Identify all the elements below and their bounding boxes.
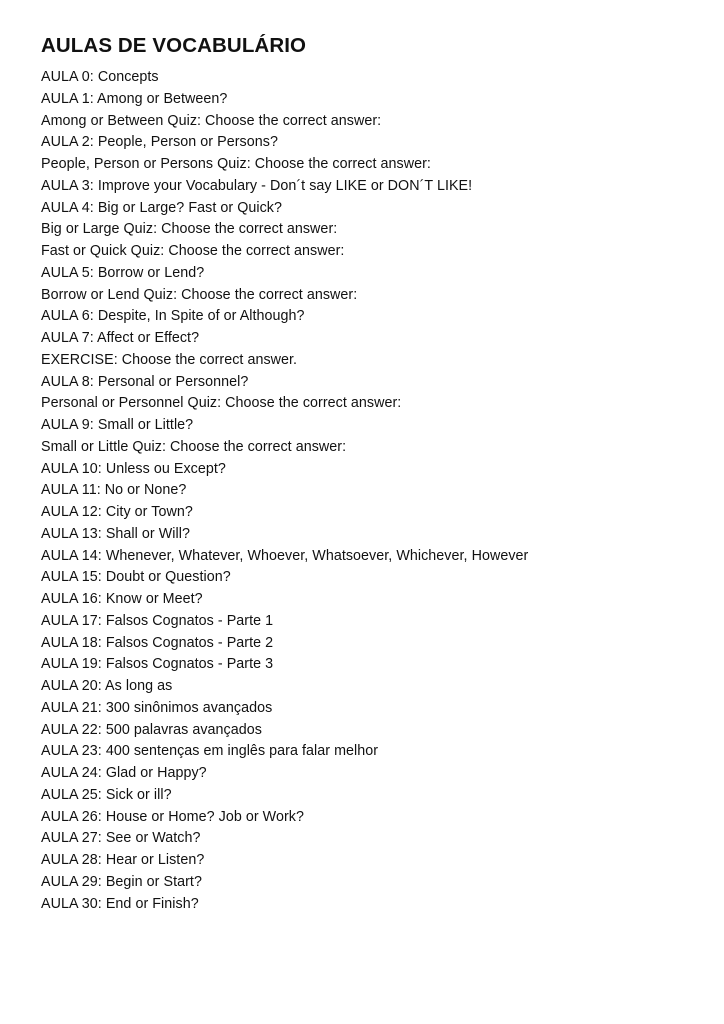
lesson-item: AULA 3: Improve your Vocabulary - Don´t say LIKE or DON´T LIKE!: [41, 177, 473, 194]
lesson-item: AULA 16: Know or Meet?: [41, 591, 203, 607]
lesson-item: AULA 22: 500 palavras avançados: [41, 721, 262, 738]
lesson-item: AULA 21: 300 sinônimos avançados: [41, 699, 273, 716]
lesson-item: AULA 6: Despite, In Spite of or Although?: [41, 308, 305, 325]
lesson-item: AULA 27: See or Watch?: [41, 830, 201, 847]
document-page: [41, 34, 704, 915]
lesson-item: EXERCISE: Choose the correct answer.: [41, 351, 298, 368]
lesson-item: AULA 2: People, Person or Persons?: [41, 134, 278, 151]
lesson-item: AULA 15: Doubt or Question?: [41, 569, 231, 586]
lesson-item: Small or Little Quiz: Choose the correct answer:: [41, 438, 347, 455]
lesson-item: AULA 13: Shall or Will?: [41, 525, 190, 542]
lesson-item: AULA 11: No or None?: [41, 482, 187, 499]
lesson-item: AULA 0: Concepts: [41, 69, 159, 85]
lesson-item: AULA 14: Whenever, Whatever, Whoever, Whatsoever, Whichever, However: [41, 547, 529, 564]
lesson-item: AULA 20: As long as: [41, 678, 173, 694]
lesson-item: AULA 18: Falsos Cognatos - Parte 2: [41, 634, 274, 651]
lesson-item: AULA 19: Falsos Cognatos - Parte 3: [41, 656, 274, 673]
lesson-item: AULA 30: End or Finish?: [41, 895, 199, 912]
lesson-list: [41, 67, 704, 915]
lesson-item: Fast or Quick Quiz: Choose the correct answer:: [41, 243, 345, 259]
lesson-item: AULA 17: Falsos Cognatos - Parte 1: [41, 612, 274, 629]
lesson-item: AULA 24: Glad or Happy?: [41, 765, 207, 781]
lesson-item: AULA 8: Personal or Personnel?: [41, 373, 249, 390]
lesson-item: Among or Between Quiz: Choose the correct answer:: [41, 112, 382, 129]
lesson-item: AULA 25: Sick or ill?: [41, 786, 172, 803]
lesson-item: AULA 5: Borrow or Lend?: [41, 264, 205, 281]
lesson-item: AULA 26: House or Home? Job or Work?: [41, 808, 304, 825]
lesson-item: AULA 7: Affect or Effect?: [41, 330, 200, 346]
lesson-item: AULA 23: 400 sentenças em inglês para falar melhor: [41, 743, 379, 760]
lesson-item: Borrow or Lend Quiz: Choose the correct answer:: [41, 286, 358, 303]
page-title: AULAS DE VOCABULÁRIO: [41, 34, 307, 57]
lesson-item: AULA 28: Hear or Listen?: [41, 852, 205, 868]
lesson-item: AULA 1: Among or Between?: [41, 90, 228, 107]
lesson-item: Personal or Personnel Quiz: Choose the correct answer:: [41, 395, 402, 412]
lesson-item: AULA 9: Small or Little?: [41, 417, 194, 433]
lesson-item: Big or Large Quiz: Choose the correct answer:: [41, 221, 338, 238]
lesson-item: AULA 29: Begin or Start?: [41, 873, 202, 890]
lesson-item: AULA 12: City or Town?: [41, 504, 193, 520]
lesson-item: AULA 10: Unless ou Except?: [41, 460, 226, 477]
lesson-item: People, Person or Persons Quiz: Choose the correct answer:: [41, 156, 431, 172]
lesson-item: AULA 4: Big or Large? Fast or Quick?: [41, 199, 282, 216]
